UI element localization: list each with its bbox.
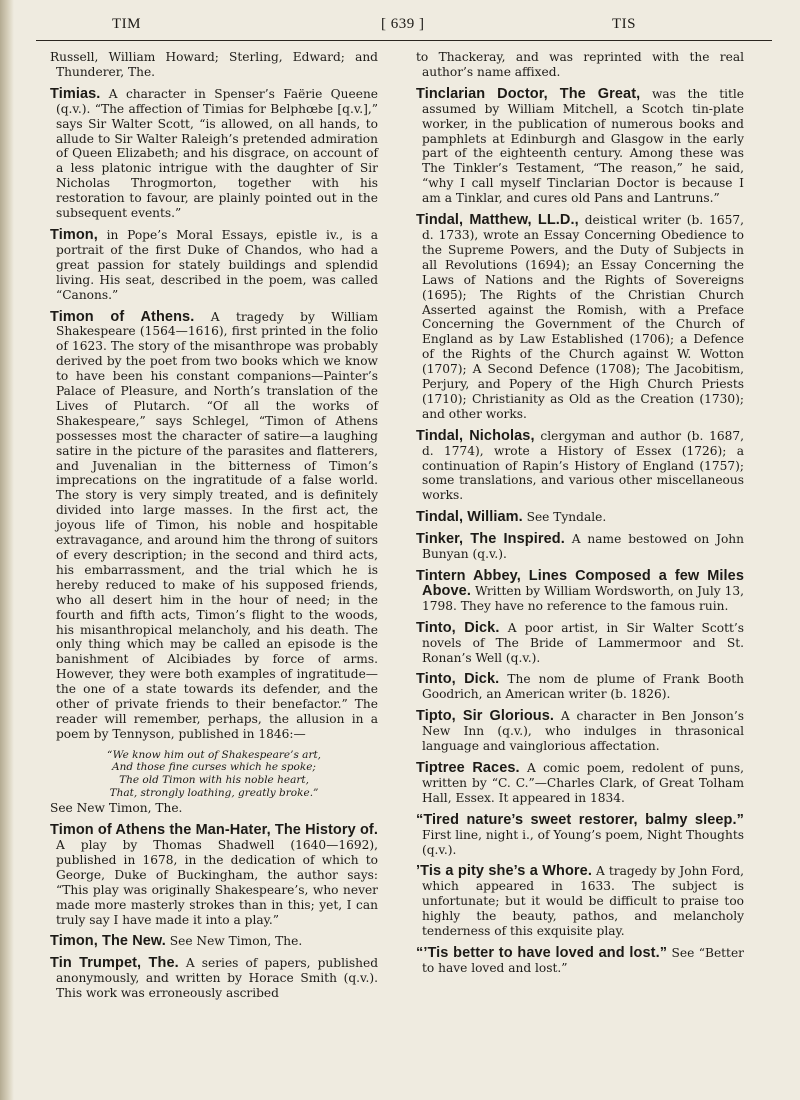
quote-line: And those fine curses which he spoke; (112, 761, 316, 774)
headword: Timon, (50, 226, 98, 243)
header-right-guide-word: TIS (612, 16, 636, 32)
headword: Timon, The New. (50, 933, 166, 950)
entry-text: See Tyndale. (526, 510, 607, 525)
entry-tin-trumpet (50, 956, 378, 1001)
entry-tired-nature (416, 813, 744, 858)
headword: Tindal, William. (416, 509, 523, 526)
entry-text: See New Timon, The. (169, 934, 303, 949)
entry-text: A character in Ben Jonson’s New Inn (q.v.), who indulges in thrasonical language and vainglorious affectation. (422, 709, 745, 754)
headword: Tinto, Dick. (416, 671, 500, 688)
headword: Tindal, Matthew, LL.D., (416, 212, 579, 229)
entry-text: A tragedy by William Shakespeare (1564—1616), first printed in the folio of 1623. The story of the misanthrope was probably derived by the poet from two books which we know to have been his constant companions—Painter’s Palace of Pleasure, and North’s translation of the Lives of Plutarch. “Of all the works of Shakespeare,” says Schlegel, “Timon of Athens possesses most the character of satire—a laughing satire in the picture of the parasites and flatterers, and Juvenalian in the bitterness of Timon’s imprecations on the ingratitude of a false world. The story is very simply treated, and is definitely divided into large masses. In the first act, the joyous life of Timon, his noble and hospitable extravagance, and around him the throng of suitors of every description; in the second and third acts, his embarrassment, and the trial which he is hereby reduced to make of his supposed friends, who all desert him in the hour of need; in the fourth and fifth acts, Timon’s flight to the woods, his misanthropical melancholy, and his death. The only thing which may be called an episode is the banishment of Alcibiades by force of arms. However, they were both examples of ingratitude—the one of a state towards its defender, and the other of private friends to their benefactor.” The reader will remember, perhaps, the allusion in a poem by Tennyson, published in 1846:— (56, 309, 378, 741)
entry-timon-man-hater (50, 823, 378, 927)
entry-tinto-dick-pen-name (416, 672, 744, 702)
entry-timon-pope (50, 228, 378, 303)
header-left-guide-word: TIM (112, 16, 141, 32)
tennyson-quote (50, 749, 378, 799)
entry-timon-of-athens (50, 310, 378, 742)
entry-text: clergyman and author (b. 1687, d. 1774), wrote a History of Essex (1726); a continuation of Rapin’s History of England (1757); some translations, and various other miscellaneous works. (422, 428, 745, 503)
headword: Tinclarian Doctor, The Great, (416, 85, 641, 102)
entry-continuation: Russell, William Howard; Sterling, Edward; and Thunderer, The. (50, 50, 378, 79)
entry-text: A play by Thomas Shadwell (1640—1692), published in 1678, in the dedication of which to George, Duke of Buckingham, the author says: “This play was originally Shakespeare’s, who never made more masterly strokes than in this; yet, I can truly say I have made it into a play.” (56, 837, 378, 927)
entry-text: See “Better to have loved and lost.” (422, 945, 744, 975)
headword: Tintern Abbey, Lines Composed a few Miles Above. (416, 568, 744, 599)
entry-tipto (416, 709, 744, 754)
entry-tinker-inspired (416, 532, 744, 562)
running-header (36, 16, 772, 38)
entry-text: A character in Spenser’s Faërie Queene (q.v.). “The affection of Timias for Belphœbe [q.v.],” says Sir Walter Scott, “is allowed, on all hands, to allude to Sir Walter Raleigh’s pretended admiration of Queen Elizabeth; and his disgrace, on account of a less platonic intrigue with the daughter of Sir Nicholas Throgmorton, together with his restoration to favour, are plainly pointed out in the subsequent events.” (56, 86, 378, 221)
entry-tinclarian-doctor (416, 87, 744, 206)
entry-tindal-nicholas (416, 429, 744, 504)
entry-text: in Pope’s Moral Essays, epistle iv., is a portrait of the first Duke of Chandos, who had a great passion for stately buildings and splendid living. His seat, described in the poem, was called “Canons.” (56, 227, 378, 302)
headword: Tinker, The Inspired. (416, 531, 565, 548)
right-column (416, 50, 744, 983)
entry-tintern-abbey (416, 569, 744, 614)
header-rule (36, 40, 772, 41)
quote-line: That, strongly loathing, greatly broke.” (109, 786, 319, 799)
entry-text: A comic poem, redolent of puns, written by “C. C.”—Charles Clark, of Great Tolham Hall, Essex. It appeared in 1834. (422, 760, 744, 805)
entry-tiptree-races (416, 761, 744, 806)
entry-continuation: to Thackeray, and was reprinted with the real author’s name affixed. (416, 50, 744, 79)
page-edge-shadow (0, 0, 14, 1100)
headword: “’Tis better to have loved and lost.” (416, 944, 668, 961)
entry-tis-better (416, 946, 744, 976)
entry-tindal-matthew (416, 213, 744, 422)
headword: Tin Trumpet, The. (50, 955, 179, 972)
headword: Tipto, Sir Glorious. (416, 708, 555, 725)
page-number: [ 639 ] (381, 16, 425, 32)
entry-tis-a-pity (416, 864, 744, 939)
entry-text: A tragedy by John Ford, which appeared in 1633. The subject is unfortunate; but it would be difficult to praise too highly the beauty, pathos, and melancholy tenderness of this exquisite play. (422, 864, 744, 939)
entry-text: The nom de plume of Frank Booth Goodrich, an American writer (b. 1826). (422, 672, 744, 702)
entry-text: Written by William Wordsworth, on July 13, 1798. They have no reference to the famous ruin. (422, 583, 744, 613)
left-column (50, 50, 378, 1008)
entry-text: A series of papers, published anonymously, and written by Horace Smith (q.v.). This work was erroneously ascribed (56, 956, 378, 1001)
entry-tinto-dick-artist (416, 621, 744, 666)
entry-text: deistical writer (b. 1657, d. 1733), wrote an Essay Concerning Obedience to the Supreme Powers, and the Duty of Subjects in all Revolutions (1694); an Essay Concerning the Laws of Nations and the Rights of Sovereigns (1695); The Rights of the Christian Church Asserted against the Romish, with a Preface Concerning the Government of the Church of England as by Law Established (1706); a Defence of the Rights of the Church against W. Wotton (1707); A Second Defence (1708); The Jacobitism, Perjury, and Popery of the High Church Priests (1710); Christianity as Old as the Creation (1730); and other works. (422, 213, 744, 421)
entry-text: A poor artist, in Sir Walter Scott’s novels of The Bride of Lammermoor and St. Ronan’s Well (q.v.). (422, 620, 744, 665)
headword: ’Tis a pity she’s a Whore. (416, 863, 592, 880)
quote-line: The old Timon with his noble heart, (119, 773, 309, 786)
cross-reference: See New Timon, The. (50, 801, 183, 816)
entry-tindal-william (416, 510, 744, 525)
entry-text: First line, night i., of Young’s poem, Night Thoughts (q.v.). (422, 827, 744, 857)
quote-line: “We know him out of Shakespeare’s art, (106, 748, 322, 761)
entry-timias (50, 87, 378, 221)
headword: “Tired nature’s sweet restorer, balmy sleep.” (416, 811, 744, 828)
entry-text: was the title assumed by William Mitchell, a Scotch tin-plate worker, in the publication of numerous books and pamphlets at Edinburgh and Glasgow in the early part of the eighteenth century. Among these was The Tinkler’s Testament, “The reason,” he said, “why I call myself Tinclarian Doctor is because I am a Tinklar, and cures old Pans and Lantruns.” (422, 86, 745, 206)
headword: Tinto, Dick. (416, 619, 500, 636)
headword: Tiptree Races. (416, 759, 520, 776)
headword: Timias. (50, 85, 101, 102)
headword: Tindal, Nicholas, (416, 427, 535, 444)
headword: Timon of Athens. (50, 308, 195, 325)
headword: Timon of Athens the Man-Hater, The History of. (50, 822, 378, 839)
entry-text: A name bestowed on John Bunyan (q.v.). (422, 532, 744, 562)
entry-timon-the-new (50, 934, 378, 949)
